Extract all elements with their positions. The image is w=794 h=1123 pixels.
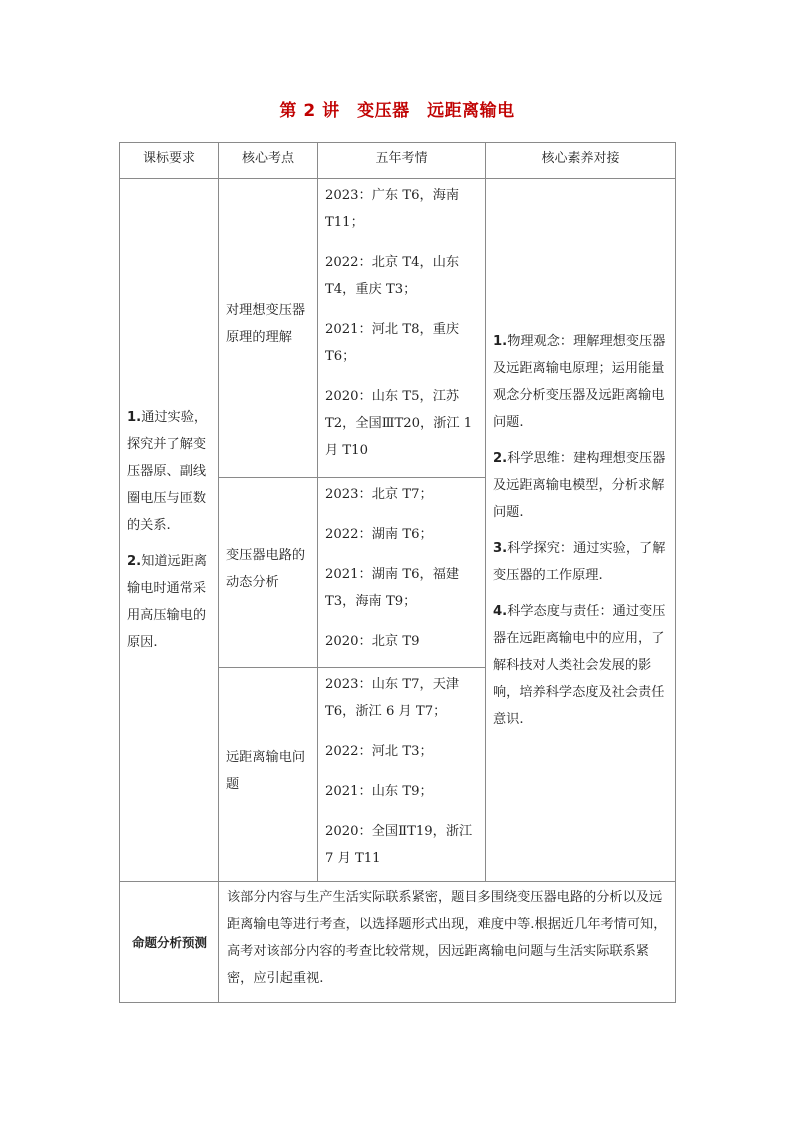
exam-entry: 2022：北京 T4，山东 T4，重庆 T3； (325, 255, 460, 297)
prediction-text: 该部分内容与生产生活实际联系紧密，题目多围绕变压器电路的分析以及远距离输电等进行考查，以选择题形式出现，难度中等.根据近几年考情可知，高考对该部分内容的考查比较常规，因远距离输电问题与生活实际联系紧密，应引起重视. (219, 882, 676, 1003)
requirement-item: 1.通过实验，探究并了解变压器原、副线圈电压与匝数的关系. (127, 410, 208, 533)
core-point-cell: 变压器电路的动态分析 (219, 478, 318, 668)
page-title: 第 2 讲 变压器 远距离输电 (279, 101, 515, 121)
exam-history-cell (318, 179, 486, 478)
exam-entry: 2022：湖南 T6； (325, 527, 433, 542)
header-exam-history: 五年考情 (318, 143, 486, 179)
exam-entry: 2020：北京 T9 (325, 634, 420, 649)
exam-entry: 2020：全国ⅡT19，浙江 7 月 T11 (325, 824, 473, 866)
table-row (120, 179, 676, 478)
core-point-cell: 对理想变压器原理的理解 (219, 179, 318, 478)
header-row (120, 143, 676, 179)
prediction-label: 命题分析预测 (120, 882, 219, 1003)
exam-entry: 2021：山东 T9； (325, 784, 433, 799)
header-core-literacy: 核心素养对接 (486, 143, 676, 179)
exam-entry: 2023：山东 T7，天津 T6，浙江 6 月 T7； (325, 677, 460, 719)
exam-history-cell (318, 478, 486, 668)
exam-entry: 2023：北京 T7； (325, 487, 433, 502)
exam-history-cell (318, 668, 486, 882)
requirement-item: 2.知道远距离输电时通常采用高压输电的原因. (127, 554, 208, 650)
header-requirements: 课标要求 (120, 143, 219, 179)
exam-entry: 2023：广东 T6，海南 T11； (325, 188, 460, 230)
syllabus-table (119, 142, 676, 1003)
header-core-points: 核心考点 (219, 143, 318, 179)
literacy-cell (486, 179, 676, 882)
exam-entry: 2022：河北 T3； (325, 744, 433, 759)
prediction-row (120, 882, 676, 1003)
exam-entry: 2020：山东 T5，江苏 T2，全国ⅢT20，浙江 1 月 T10 (325, 389, 473, 458)
literacy-item: 4.科学态度与责任：通过变压器在远距离输电中的应用，了解科技对人类社会发展的影响，培养科学态度及社会责任意识. (493, 603, 666, 727)
requirements-cell (120, 179, 219, 882)
exam-entry: 2021：河北 T8，重庆 T6； (325, 322, 460, 364)
literacy-item: 3.科学探究：通过实验，了解变压器的工作原理. (493, 540, 666, 583)
exam-entry: 2021：湖南 T6，福建 T3，海南 T9； (325, 567, 460, 609)
literacy-item: 2.科学思维：建构理想变压器及远距离输电模型，分析求解问题. (493, 450, 666, 520)
core-point-cell: 远距离输电问题 (219, 668, 318, 882)
literacy-item: 1.物理观念：理解理想变压器及远距离输电原理；运用能量观念分析变压器及远距离输电问题. (493, 333, 666, 430)
